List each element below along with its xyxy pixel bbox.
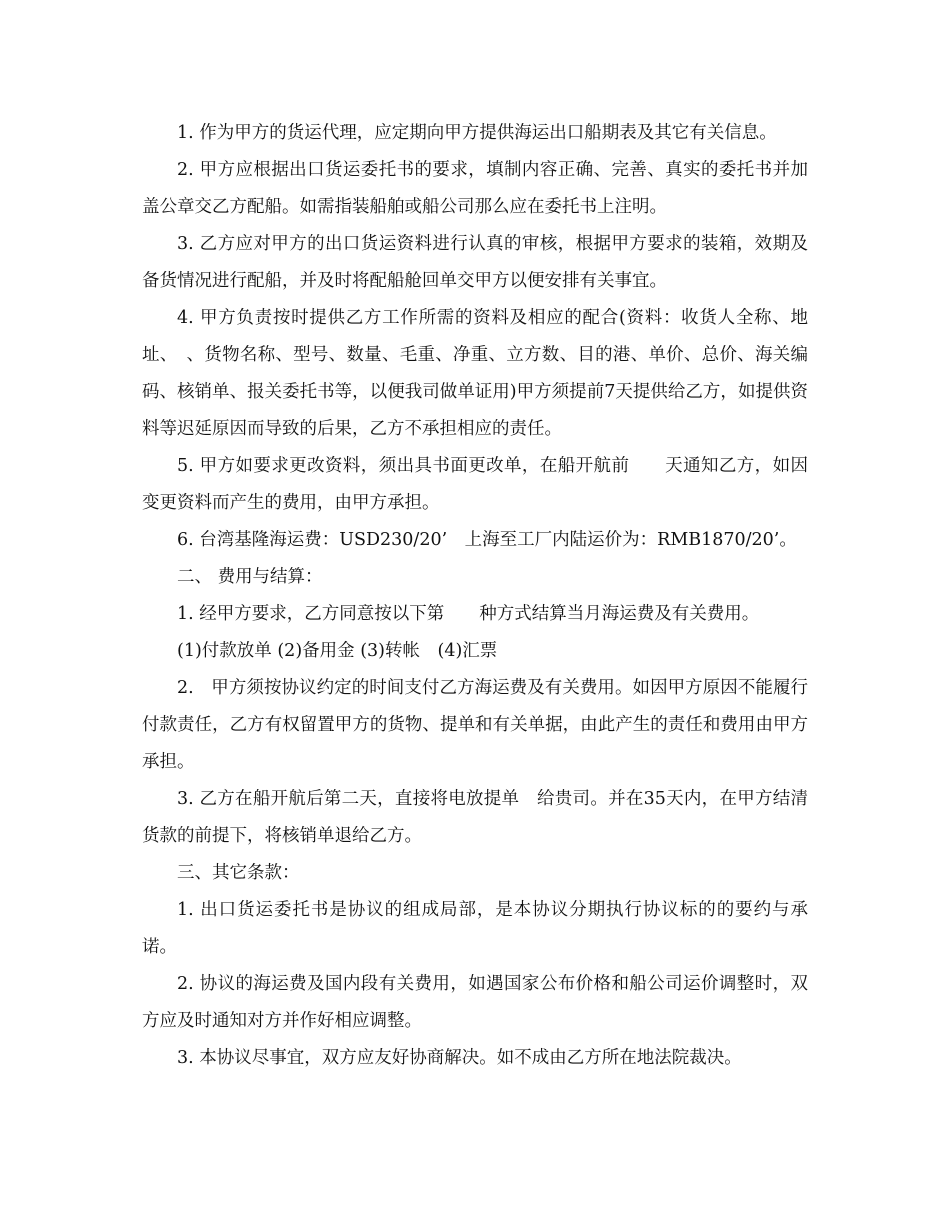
paragraph-4: 4. 甲方负责按时提供乙方工作所需的资料及相应的配合(资料：收货人全称、地址、 、货物名称、型号、数量、毛重、净重、立方数、目的港、单价、总价、海关编码、核销单、报关委托书等，以便我司做单证用)甲方须提前7天提供给乙方，如提供资料等迟延原因而导致的后果，乙方不承担相应的责任。 xyxy=(142,308,808,439)
paragraph-6: 6. 台湾基隆海运费：USD230/20’ 上海至工厂内陆运价为：RMB1870/20’。 xyxy=(177,530,797,550)
section-heading-2: 二、 费用与结算： xyxy=(177,567,323,587)
paragraph-3: 3. 乙方应对甲方的出口货运资料进行认真的审核，根据甲方要求的装箱，效期及备货情况进行配船，并及时将配船舱回单交甲方以便安排有关事宜。 xyxy=(142,234,808,291)
paragraph-11: 2. 协议的海运费及国内段有关费用，如遇国家公布价格和船公司运价调整时，双方应及时通知对方并作好相应调整。 xyxy=(142,974,808,1031)
paragraph-8: 2. 甲方须按协议约定的时间支付乙方海运费及有关费用。如因甲方原因不能履行付款责任，乙方有权留置甲方的货物、提单和有关单据，由此产生的责任和费用由甲方承担。 xyxy=(142,678,808,772)
payment-options: (1)付款放单 (2)备用金 (3)转帐 (4)汇票 xyxy=(177,641,498,661)
paragraph-10: 1. 出口货运委托书是协议的组成局部，是本协议分期执行协议标的的要约与承诺。 xyxy=(142,900,808,957)
paragraph-1: 1. 作为甲方的货运代理，应定期向甲方提供海运出口船期表及其它有关信息。 xyxy=(177,123,777,143)
document-body xyxy=(142,115,808,1077)
paragraph-2: 2. 甲方应根据出口货运委托书的要求，填制内容正确、完善、真实的委托书并加盖公章交乙方配船。如需指装船舶或船公司那么应在委托书上注明。 xyxy=(142,160,808,217)
section-heading-3: 三、其它条款： xyxy=(177,863,300,883)
paragraph-7: 1. 经甲方要求，乙方同意按以下第 种方式结算当月海运费及有关费用。 xyxy=(177,604,760,624)
paragraph-5: 5. 甲方如要求更改资料，须出具书面更改单，在船开航前 天通知乙方，如因变更资料而产生的费用，由甲方承担。 xyxy=(142,456,808,513)
paragraph-12: 3. 本协议尽事宜，双方应友好协商解决。如不成由乙方所在地法院裁决。 xyxy=(177,1048,742,1068)
paragraph-9: 3. 乙方在船开航后第二天，直接将电放提单 给贵司。并在35天内，在甲方结清货款的前提下，将核销单退给乙方。 xyxy=(142,789,808,846)
